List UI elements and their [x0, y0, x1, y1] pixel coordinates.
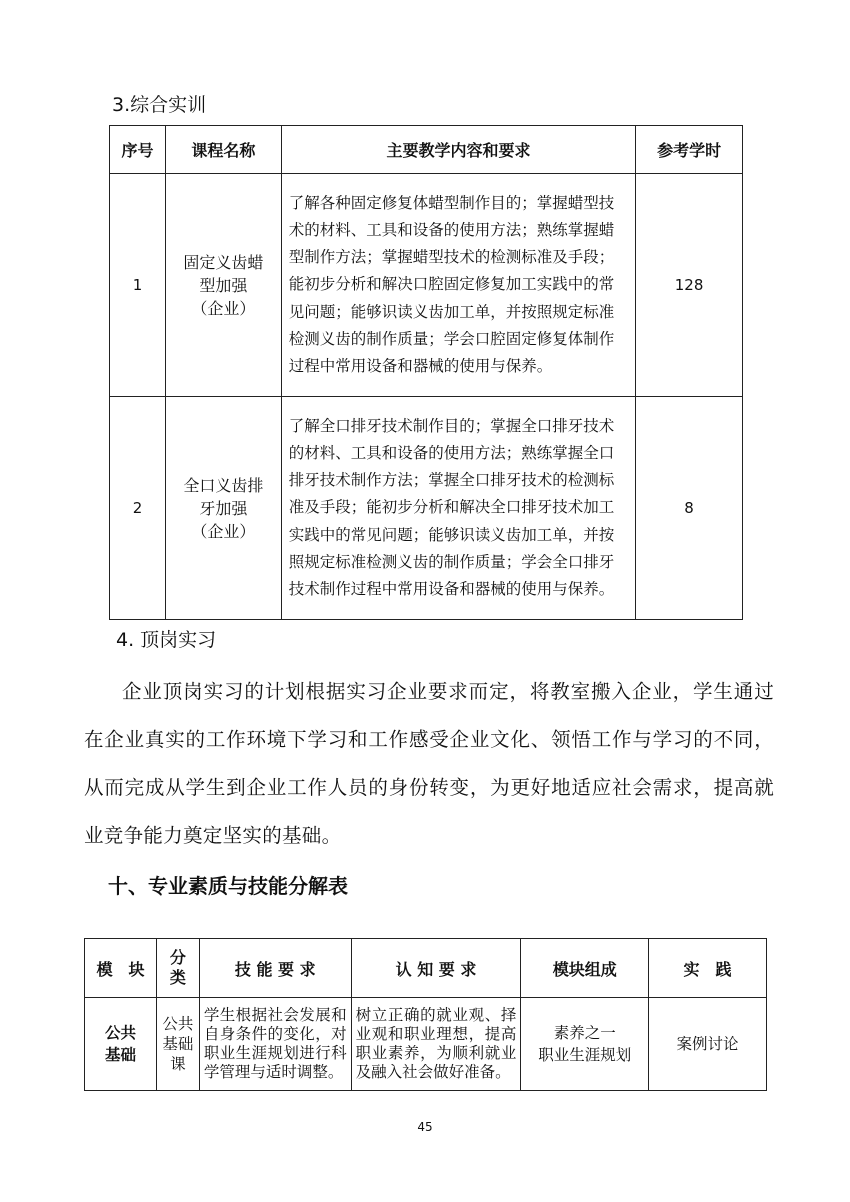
course-name-line: 固定义齿蜡: [183, 252, 264, 272]
composition-cell: [521, 998, 649, 1091]
course-name-line: 型加强: [199, 275, 248, 295]
header-composition: 模块组成: [521, 939, 649, 998]
internship-paragraph: 企业顶岗实习的计划根据实习企业要求而定，将教室搬入企业，学生通过在企业真实的工作环境下学习和工作感受企业文化、领悟工作与学习的不同，从而完成从学生到企业工作人员的身份转变，为更好地适应社会需求，提高就业竞争能力奠定坚实的基础。: [84, 680, 774, 847]
table-header-row: [85, 939, 767, 998]
course-hours: 8: [636, 397, 743, 620]
section-10-title: 十、专业素质与技能分解表: [108, 874, 348, 898]
course-name-line: （企业）: [191, 298, 256, 318]
header-course: 课程名称: [165, 126, 281, 174]
row-no: 1: [110, 174, 166, 397]
course-name: [165, 174, 281, 397]
section-4-title: 4. 顶岗实习: [116, 629, 217, 651]
course-name-line: 牙加强: [199, 498, 248, 518]
table-row: [110, 397, 743, 620]
category-line: 基础: [162, 1035, 194, 1053]
training-table: [109, 125, 743, 620]
course-name-line: （企业）: [191, 521, 256, 541]
header-category-line: 类: [169, 968, 186, 987]
header-skill: 技 能 要 求: [199, 939, 351, 998]
composition-line: 素养之一: [553, 1024, 616, 1042]
header-practice: 实 践: [649, 939, 767, 998]
course-content: 了解各种固定修复体蜡型制作目的；掌握蜡型技术的材料、工具和设备的使用方法；熟练掌握蜡型制作方法；掌握蜡型技术的检测标准及手段；能初步分析和解决口腔固定修复加工实践中的常见问题；能够识读义齿加工单，并按照规定标准检测义齿的制作质量；学会口腔固定修复体制作过程中常用设备和器械的使用与保养。: [281, 174, 635, 397]
header-no: 序号: [110, 126, 166, 174]
composition-line: 职业生涯规划: [538, 1046, 632, 1064]
module-cell: [85, 998, 157, 1091]
category-cell: [156, 998, 199, 1091]
table-row: [85, 998, 767, 1091]
header-hours: 参考学时: [636, 126, 743, 174]
course-hours: 128: [636, 174, 743, 397]
cognition-cell: 树立正确的就业观、择业观和职业理想，提高职业素养，为顺利就业及融入社会做好准备。: [351, 998, 521, 1091]
header-content: 主要教学内容和要求: [281, 126, 635, 174]
course-name: [165, 397, 281, 620]
practice-cell: 案例讨论: [649, 998, 767, 1091]
page-number: 45: [417, 1120, 433, 1134]
header-category: [156, 939, 199, 998]
module-line: 公共: [104, 1024, 136, 1042]
category-line: 课: [170, 1055, 186, 1073]
header-category-line: 分: [169, 948, 186, 967]
table-header-row: [110, 126, 743, 174]
skills-table: [84, 938, 767, 1091]
skill-cell: 学生根据社会发展和自身条件的变化，对职业生涯规划进行科学管理与适时调整。: [199, 998, 351, 1091]
header-module: 模 块: [85, 939, 157, 998]
table-row: [110, 174, 743, 397]
header-cognition: 认 知 要 求: [351, 939, 521, 998]
section-3-title: 3.综合实训: [112, 94, 207, 116]
course-name-line: 全口义齿排: [183, 475, 264, 495]
row-no: 2: [110, 397, 166, 620]
category-line: 公共: [162, 1015, 194, 1033]
course-content: 了解全口排牙技术制作目的；掌握全口排牙技术的材料、工具和设备的使用方法；熟练掌握全口排牙技术制作方法；掌握全口排牙技术的检测标准及手段；能初步分析和解决全口排牙技术加工实践中的常见问题；能够识读义齿加工单，并按照规定标准检测义齿的制作质量；学会全口排牙技术制作过程中常用设备和器械的使用与保养。: [281, 397, 635, 620]
module-line: 基础: [104, 1046, 136, 1064]
